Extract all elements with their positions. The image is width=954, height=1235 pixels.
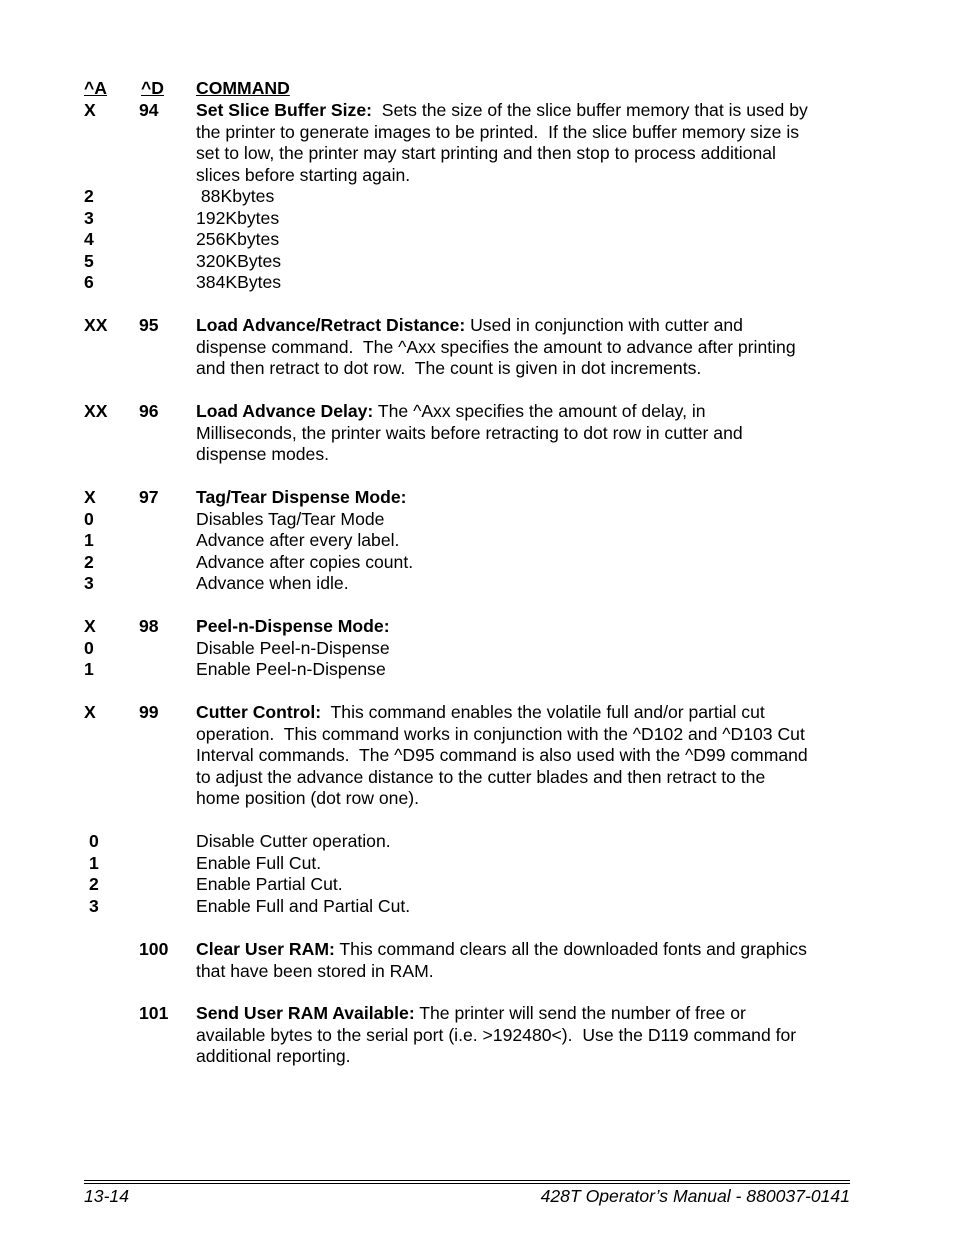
command-description: The ^Axx specifies the amount of delay, in xyxy=(373,401,706,421)
command-d-value: 95 xyxy=(139,315,159,335)
option-row xyxy=(0,831,954,853)
description-line: dispense modes. xyxy=(196,444,330,464)
command-a-value: XX xyxy=(84,315,108,335)
description-line: operation. This command works in conjunction with the ^D102 and ^D103 Cut xyxy=(196,723,805,744)
command-row-101 xyxy=(0,1003,954,1025)
command-d-value: 100 xyxy=(139,939,169,959)
option-text: Enable Partial Cut. xyxy=(196,874,343,894)
option-text: Enable Full Cut. xyxy=(196,852,322,873)
command-a-value: X xyxy=(84,702,96,722)
option-a-value: 4 xyxy=(84,229,94,249)
description-line: Interval commands. The ^D95 command is also used with the ^D99 command xyxy=(196,745,808,765)
command-row-97 xyxy=(0,487,954,509)
command-row-94 xyxy=(0,100,954,122)
option-a-value: 5 xyxy=(84,250,94,271)
command-d-value: 97 xyxy=(139,487,159,507)
command-name: Cutter Control: xyxy=(196,702,322,722)
command-description: This command clears all the downloaded fonts and graphics xyxy=(334,939,807,959)
column-header-command: COMMAND xyxy=(196,78,290,98)
description-line: slices before starting again. xyxy=(196,164,411,185)
command-a-value: X xyxy=(84,487,96,507)
option-text: Disable Peel-n-Dispense xyxy=(196,637,390,658)
command-d-value: 98 xyxy=(139,616,159,636)
command-row-98 xyxy=(0,616,954,638)
command-row-95 xyxy=(0,315,954,337)
column-header-row xyxy=(0,78,954,100)
option-row xyxy=(0,251,954,273)
description-line: dispense command. The ^Axx specifies the amount to advance after printing xyxy=(196,336,796,357)
option-row xyxy=(0,552,954,574)
column-header-a: ^A xyxy=(84,78,107,98)
description-line: to adjust the advance distance to the cutter blades and then retract to the xyxy=(196,766,766,787)
description-line: that have been stored in RAM. xyxy=(196,960,434,981)
option-row xyxy=(0,874,954,896)
option-row xyxy=(0,573,954,595)
option-a-value: 6 xyxy=(84,272,94,292)
column-header-d: ^D xyxy=(141,78,164,98)
page-number: 13-14 xyxy=(84,1186,129,1206)
command-description: This command enables the volatile full and/or partial cut xyxy=(321,702,765,722)
command-description: Used in conjunction with cutter and xyxy=(465,315,743,335)
option-row xyxy=(0,530,954,552)
option-text: 256Kbytes xyxy=(196,229,280,249)
option-text: 88Kbytes xyxy=(196,186,275,206)
description-line: set to low, the printer may start printing and then stop to process additional xyxy=(196,143,776,163)
option-text: 320KBytes xyxy=(196,250,282,271)
manual-title: 428T Operator’s Manual - 880037-0141 xyxy=(540,1186,850,1206)
description-line: available bytes to the serial port (i.e. >192480<). Use the D119 command for xyxy=(196,1024,797,1045)
option-row xyxy=(0,272,954,294)
option-a-value: 3 xyxy=(84,207,94,228)
option-text: Disable Cutter operation. xyxy=(196,831,391,851)
option-text: Disables Tag/Tear Mode xyxy=(196,508,385,529)
option-a-value: 2 xyxy=(84,186,94,206)
command-a-value: XX xyxy=(84,401,108,421)
option-a-value: 0 xyxy=(89,831,99,851)
command-name: Load Advance Delay: xyxy=(196,401,374,421)
option-row xyxy=(0,208,954,230)
option-a-value: 3 xyxy=(89,895,99,916)
option-a-value: 2 xyxy=(84,551,94,572)
description-line: Milliseconds, the printer waits before retracting to dot row in cutter and xyxy=(196,422,743,443)
command-a-value: X xyxy=(84,616,96,636)
option-text: 384KBytes xyxy=(196,272,282,292)
option-text: Enable Peel-n-Dispense xyxy=(196,659,386,679)
option-a-value: 3 xyxy=(84,573,94,593)
command-row-100 xyxy=(0,939,954,961)
option-text: Advance after every label. xyxy=(196,530,400,550)
option-row xyxy=(0,896,954,918)
option-row xyxy=(0,229,954,251)
option-a-value: 1 xyxy=(84,530,94,550)
command-description: Sets the size of the slice buffer memory that is used by xyxy=(372,100,808,120)
command-name: Send User RAM Available: xyxy=(196,1003,415,1023)
option-a-value: 1 xyxy=(84,659,94,679)
command-row-96 xyxy=(0,401,954,423)
description-line: and then retract to dot row. The count is given in dot increments. xyxy=(196,358,702,378)
command-row-99 xyxy=(0,702,954,724)
command-d-value: 94 xyxy=(139,100,159,120)
option-row xyxy=(0,659,954,681)
command-name: Set Slice Buffer Size: xyxy=(196,100,372,120)
option-row xyxy=(0,186,954,208)
option-row xyxy=(0,638,954,660)
description-line: home position (dot row one). xyxy=(196,788,419,808)
option-a-value: 0 xyxy=(84,637,94,658)
option-a-value: 1 xyxy=(89,852,99,873)
option-a-value: 2 xyxy=(89,874,99,894)
footer-rule xyxy=(84,1180,850,1181)
description-line: additional reporting. xyxy=(196,1046,351,1066)
command-a-value: X xyxy=(84,100,96,120)
command-d-value: 96 xyxy=(139,401,159,421)
command-name: Peel-n-Dispense Mode: xyxy=(196,616,390,636)
option-row xyxy=(0,853,954,875)
command-d-value: 101 xyxy=(139,1003,169,1023)
option-text: Advance when idle. xyxy=(196,573,349,593)
option-text: 192Kbytes xyxy=(196,207,280,228)
option-text: Advance after copies count. xyxy=(196,551,414,572)
option-a-value: 0 xyxy=(84,508,94,529)
footer-rule xyxy=(84,1183,850,1184)
option-row xyxy=(0,509,954,531)
command-d-value: 99 xyxy=(139,702,159,722)
command-name: Clear User RAM: xyxy=(196,939,335,959)
option-text: Enable Full and Partial Cut. xyxy=(196,895,411,916)
command-description: The printer will send the number of free or xyxy=(414,1003,746,1023)
description-line: the printer to generate images to be printed. If the slice buffer memory size is xyxy=(196,121,800,142)
command-name: Tag/Tear Dispense Mode: xyxy=(196,487,407,507)
command-name: Load Advance/Retract Distance: xyxy=(196,315,466,335)
